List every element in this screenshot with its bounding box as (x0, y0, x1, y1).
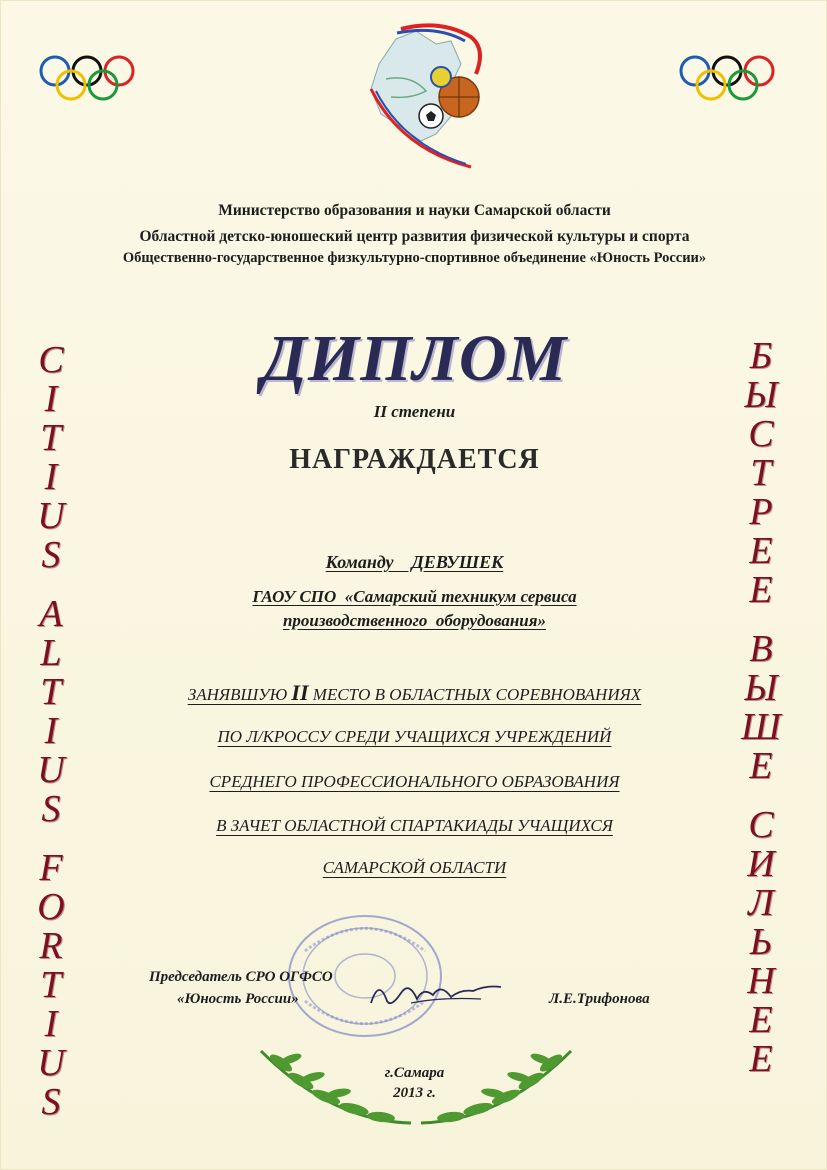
motto-letter: A (39, 593, 63, 635)
place-city: г.Самара (384, 1065, 445, 1081)
motto-letter: Е (749, 999, 773, 1041)
recipient-team: Команду ДЕВУШЕК (325, 552, 504, 572)
motto-letter: Е (749, 1038, 773, 1080)
motto-gap (726, 786, 796, 806)
recipient-school-line-1: ГАОУ СПО «Самарский техникум сервиса (252, 587, 577, 606)
motto-letter: С (748, 804, 774, 846)
motto-letter: C (38, 339, 64, 381)
issue-year: 2013 г. (393, 1085, 436, 1101)
awarded-heading: НАГРАЖДАЕТСЯ (289, 444, 540, 475)
chairman-organization: «Юность России» (177, 991, 299, 1007)
motto-letter: Ь (749, 921, 773, 963)
olympic-rings-icon (37, 53, 137, 103)
motto-gap (16, 575, 86, 595)
achievement-line-3: СРЕДНЕГО ПРОФЕССИОНАЛЬНОГО ОБРАЗОВАНИЯ (209, 772, 620, 791)
motto-letter: Е (749, 530, 773, 572)
motto-gap (16, 829, 86, 849)
motto-letter: Т (750, 452, 772, 494)
org-line-2: Областной детско-юношеский центр развития физической культуры и спорта (139, 228, 690, 245)
motto-letter: U (37, 495, 65, 537)
achievement-line-1: ЗАНЯВШУЮ II МЕСТО В ОБЛАСТНЫХ СОРЕВНОВАНИЯХ (187, 680, 642, 705)
org-line-3: Общественно-государственное физкультурно-спортивное объединение «Юность России» (122, 250, 707, 266)
motto-letter: Ш (741, 706, 781, 748)
motto-right-vertical (726, 337, 796, 1079)
motto-letter: Ы (744, 667, 778, 709)
motto-letter: O (37, 886, 65, 928)
olympic-rings-icon (677, 53, 777, 103)
motto-letter: R (39, 925, 63, 967)
motto-letter: T (40, 417, 62, 459)
diploma-title: ДИПЛОМ (261, 322, 568, 395)
motto-letter: Л (748, 882, 774, 924)
achievement-line-4: В ЗАЧЕТ ОБЛАСТНОЙ СПАРТАКИАДЫ УЧАЩИХСЯ (216, 816, 613, 835)
motto-letter: T (40, 964, 62, 1006)
signer-name: Л.Е.Трифонова (549, 991, 650, 1007)
motto-letter: U (37, 749, 65, 791)
place-number: II (291, 680, 309, 705)
motto-letter: Е (749, 569, 773, 611)
chairman-title: Председатель СРО ОГФСО (149, 969, 333, 985)
motto-letter: T (40, 671, 62, 713)
region-emblem-icon (341, 19, 491, 169)
diploma-degree: II степени (373, 402, 456, 421)
recipient-school-line-2: производственного оборудования» (282, 611, 547, 630)
motto-letter: S (41, 534, 61, 576)
motto-letter: S (41, 1081, 61, 1123)
motto-gap (726, 610, 796, 630)
motto-letter: I (44, 456, 58, 498)
motto-letter: Н (747, 960, 775, 1002)
motto-left-vertical (16, 341, 86, 1122)
motto-letter: Б (749, 335, 773, 377)
achievement-line-2: ПО Л/КРОССУ СРЕДИ УЧАЩИХСЯ УЧРЕЖДЕНИЙ (217, 727, 612, 746)
motto-letter: L (40, 632, 62, 674)
motto-letter: S (41, 788, 61, 830)
motto-letter: I (44, 1003, 58, 1045)
motto-letter: U (37, 1042, 65, 1084)
motto-letter: И (747, 843, 775, 885)
motto-letter: I (44, 710, 58, 752)
motto-letter: Е (749, 745, 773, 787)
motto-letter: F (39, 847, 63, 889)
motto-letter: В (749, 628, 773, 670)
motto-letter: I (44, 378, 58, 420)
org-line-1: Министерство образования и науки Самарской области (218, 202, 611, 219)
achievement-line-5: САМАРСКОЙ ОБЛАСТИ (322, 858, 507, 877)
handwritten-signature (361, 973, 511, 1013)
motto-letter: С (748, 413, 774, 455)
motto-letter: Ы (744, 374, 778, 416)
motto-letter: Р (749, 491, 773, 533)
